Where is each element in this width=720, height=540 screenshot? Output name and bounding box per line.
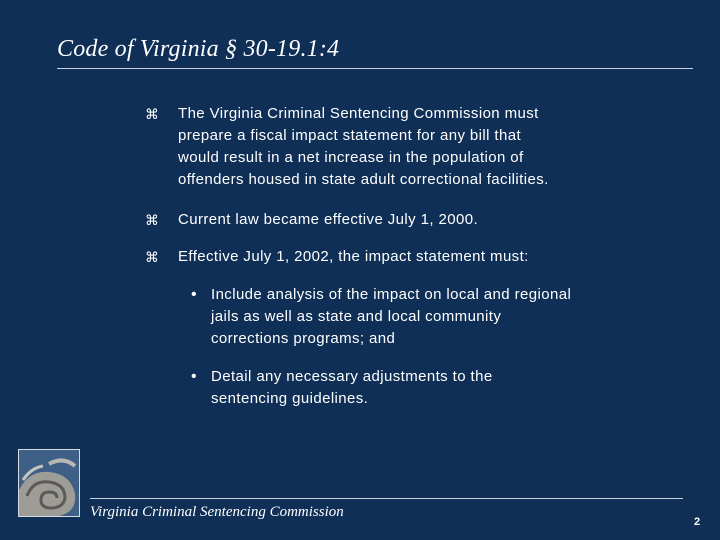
sub-bullet-item	[191, 284, 641, 350]
sub-bullet-line: Detail any necessary adjustments to the	[211, 368, 493, 385]
x-bullet-icon: ⌘	[145, 212, 160, 228]
footer-divider	[90, 498, 683, 499]
sub-bullet-line: Include analysis of the impact on local and regional	[211, 286, 572, 303]
sub-bullet-line: sentencing guidelines.	[211, 390, 369, 407]
page-number: 2	[694, 516, 701, 528]
x-bullet-icon: ⌘	[145, 106, 160, 122]
dot-bullet-icon: •	[191, 368, 198, 385]
bullet-line: The Virginia Criminal Sentencing Commission must	[178, 105, 539, 122]
bullet-line: offenders housed in state adult correctional facilities.	[178, 171, 549, 188]
logo-image	[18, 449, 80, 517]
x-bullet-icon: ⌘	[145, 249, 160, 265]
sculpture-logo-icon	[19, 450, 79, 516]
title-divider	[57, 68, 693, 69]
bullet-line: would result in a net increase in the population of	[178, 149, 524, 166]
bullet-line: Current law became effective July 1, 2000.	[178, 211, 479, 228]
bullet-item	[145, 246, 529, 268]
footer-organization: Virginia Criminal Sentencing Commission	[90, 504, 344, 520]
bullet-line: prepare a fiscal impact statement for any bill that	[178, 127, 522, 144]
dot-bullet-icon: •	[191, 286, 198, 303]
bullet-item	[145, 103, 549, 191]
sub-bullet-line: corrections programs; and	[211, 330, 396, 347]
bullet-item	[145, 209, 478, 231]
sub-bullet-line: jails as well as state and local community	[211, 308, 502, 325]
slide-title: Code of Virginia § 30-19.1:4	[57, 36, 340, 62]
bullet-line: Effective July 1, 2002, the impact statement must:	[178, 248, 529, 265]
sub-bullet-item	[191, 366, 641, 410]
